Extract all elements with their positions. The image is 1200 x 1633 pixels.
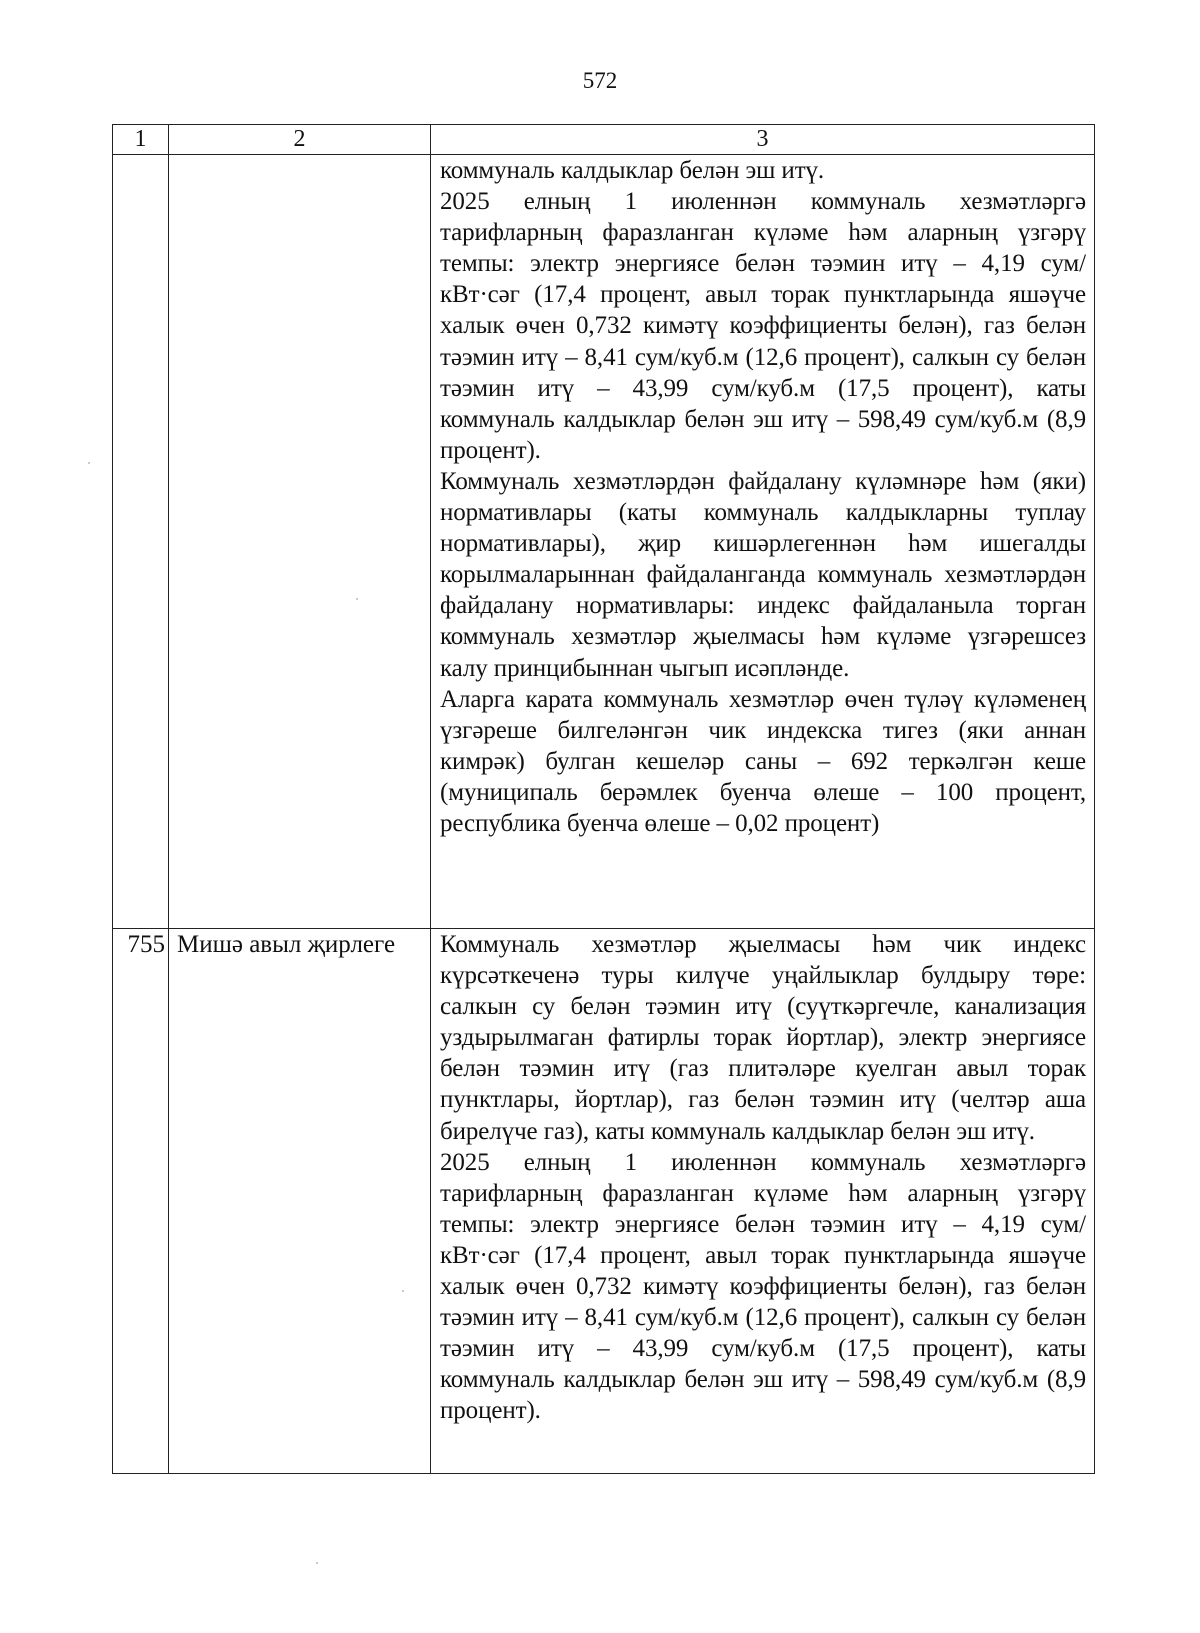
description-cell [431, 155, 1095, 929]
table-row [113, 155, 1095, 929]
page-number: 572 [582, 68, 618, 93]
description-paragraph: коммуналь калдыклар белән эш итү. [440, 157, 825, 184]
settlement-name-cell [169, 155, 431, 929]
table-header-row [113, 125, 1095, 155]
row-number-cell: 755 [113, 929, 169, 1474]
table-row [113, 929, 1095, 1474]
data-table [112, 124, 1095, 1474]
description-paragraph: Аларга карата коммуналь хезмәтләр өчен түләү күләменең үзгәреше билгеләнгән чик индекска тигез (яки аннан кимрәк) булган кешеләр саны – 692 теркәлгән кеше (муниципаль берәмлек буенча өлеше – 100 процент, республика буенча өлеше – 0,02 процент) [440, 685, 1086, 837]
column-header-1: 1 [113, 125, 169, 155]
scan-speck [316, 1562, 318, 1564]
description-paragraph: Коммуналь хезмәтләрдән файдалану күләмнәре һәм (яки) нормативлары (каты коммуналь калдыкларны туплау нормативлары), җир кишәрлегеннән һәм ишегалды корылмаларыннан файдаланганда коммуналь хезмәтләрдән файдалану нормативлары: индекс файдаланыла торган коммуналь хезмәтләр җыелмасы һәм күләме үзгәрешсез калу принцибыннан чыгып исәпләнде. [440, 467, 1086, 682]
description-paragraph: 2025 елның 1 июленнән коммуналь хезмәтләргә тарифларның фаразланган күләме һәм аларның үзгәрү темпы: электр энергиясе белән тәэмин итү – 4,19 сум/кВт·сәг (17,4 процент, авыл торак пунктларында яшәүче халык өчен 0,732 кимәтү коэффициенты белән), газ белән тәэмин итү – 8,41 сум/куб.м (12,6 процент), салкын су белән тәэмин итү – 43,99 сум/куб.м (17,5 процент), каты коммуналь калдыклар белән эш итү – 598,49 сум/куб.м (8,9 процент). [440, 188, 1086, 464]
column-header-2: 2 [169, 125, 431, 155]
row-number-cell [113, 155, 169, 929]
settlement-name-cell: Мишә авыл җирлеге [169, 929, 431, 1474]
description-cell [431, 929, 1095, 1474]
scan-speck [356, 598, 358, 600]
column-header-3: 3 [431, 125, 1095, 155]
scan-speck [402, 1290, 404, 1292]
description-paragraph: 2025 елның 1 июленнән коммуналь хезмәтләргә тарифларның фаразланган күләме һәм аларның үзгәрү темпы: электр энергиясе белән тәэмин итү – 4,19 сум/кВт·сәг (17,4 процент, авыл торак пунктларында яшәүче халык өчен 0,732 кимәтү коэффициенты белән), газ белән тәэмин итү – 8,41 сум/куб.м (12,6 процент), салкын су белән тәэмин итү – 43,99 сум/куб.м (17,5 процент), каты коммуналь калдыклар белән эш итү – 598,49 сум/куб.м (8,9 процент). [440, 1148, 1086, 1425]
description-paragraph: Коммуналь хезмәтләр җыелмасы һәм чик индекс күрсәткеченә туры килүче уңайлыклар булдыру төре: салкын су белән тәэмин итү (суүткәргечле, канализация уздырылмаган фатирлы торак йортлар), электр энергиясе белән тәэмин итү (газ плитәләре куелган авыл торак пунктлары, йортлар), газ белән тәэмин итү (челтәр аша бирелүче газ), каты коммуналь калдыклар белән эш итү. [440, 931, 1086, 1145]
scan-speck [88, 462, 90, 464]
